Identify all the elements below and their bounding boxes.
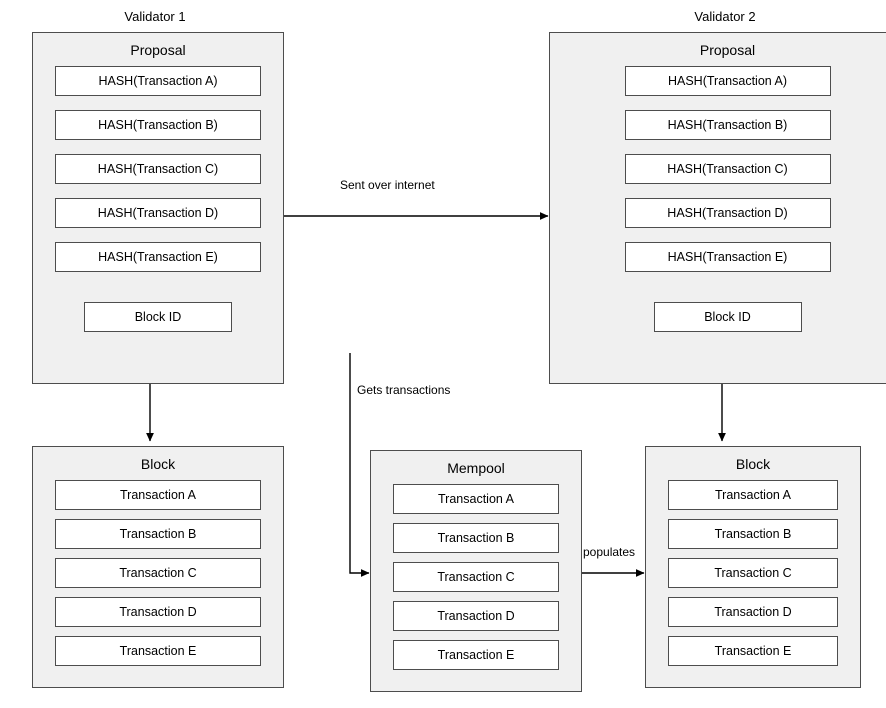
proposal-1-row: HASH(Transaction C) [55,154,261,184]
proposal-panel-validator-1 [32,32,284,384]
proposal-1-title: Proposal [130,42,186,58]
proposal-2-row: HASH(Transaction B) [625,110,831,140]
block-1-row: Transaction A [55,480,261,510]
proposal-2-row: HASH(Transaction A) [625,66,831,96]
mempool-row: Transaction B [393,523,559,553]
label-sent-over-internet: Sent over internet [340,178,435,192]
mempool-row: Transaction E [393,640,559,670]
mempool-title: Mempool [447,460,505,476]
proposal-2-title: Proposal [699,42,756,58]
block-panel-validator-1 [32,446,284,688]
proposal-1-row: HASH(Transaction B) [55,110,261,140]
mempool-panel [370,450,582,692]
mempool-row: Transaction D [393,601,559,631]
mempool-row: Transaction A [393,484,559,514]
label-gets-transactions: Gets transactions [357,383,451,397]
block-2-row: Transaction C [668,558,838,588]
block-2-row: Transaction B [668,519,838,549]
block-1-title: Block [140,456,176,472]
validator-1-title: Validator 1 [124,9,186,24]
proposal-1-row: HASH(Transaction D) [55,198,261,228]
mempool-row: Transaction C [393,562,559,592]
block-1-row: Transaction D [55,597,261,627]
label-populates: populates [583,545,636,559]
proposal-1-block-id: Block ID [84,302,232,332]
proposal-2-row: HASH(Transaction C) [625,154,831,184]
proposal-2-block-id: Block ID [654,302,802,332]
proposal-2-row: HASH(Transaction E) [625,242,831,272]
validator-2-title: Validator 2 [694,9,756,24]
proposal-2-row: HASH(Transaction D) [625,198,831,228]
proposal-panel-validator-2 [549,32,886,384]
block-1-row: Transaction E [55,636,261,666]
block-1-row: Transaction C [55,558,261,588]
block-1-row: Transaction B [55,519,261,549]
block-2-row: Transaction E [668,636,838,666]
block-2-row: Transaction A [668,480,838,510]
block-2-title: Block [735,456,771,472]
proposal-1-row: HASH(Transaction A) [55,66,261,96]
block-2-row: Transaction D [668,597,838,627]
proposal-1-row: HASH(Transaction E) [55,242,261,272]
block-panel-validator-2 [645,446,861,688]
